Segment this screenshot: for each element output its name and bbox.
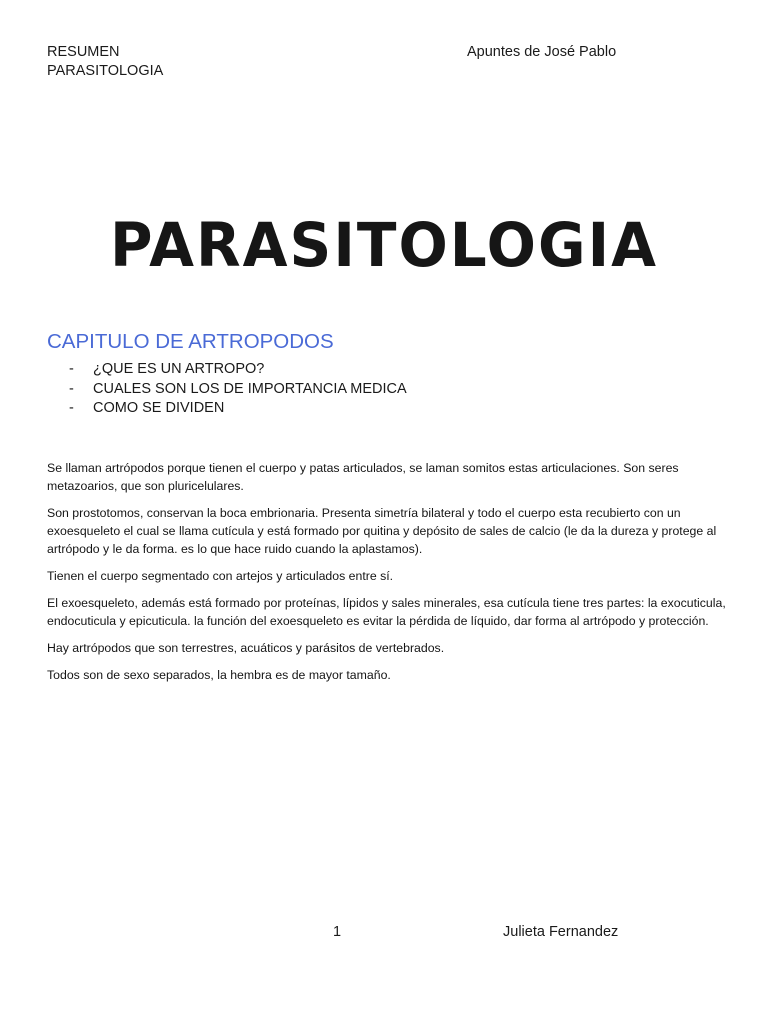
header-resumen: RESUMEN xyxy=(47,44,120,60)
page-number: 1 xyxy=(333,924,342,940)
header-notes-credit: Apuntes de José Pablo xyxy=(467,44,617,60)
list-item xyxy=(47,380,407,400)
list-item xyxy=(47,399,407,419)
footer-author: Julieta Fernandez xyxy=(503,924,619,940)
list-item-label: CUALES SON LOS DE IMPORTANCIA MEDICA xyxy=(93,380,407,397)
paragraph: Hay artrópodos que son terrestres, acuáticos y parásitos de vertebrados. xyxy=(47,641,445,655)
page-title: PARASITOLOGIA xyxy=(109,209,659,281)
list-dash: - xyxy=(69,361,74,377)
header-subject: PARASITOLOGIA xyxy=(47,63,164,79)
list-item-label: ¿QUE ES UN ARTROPO? xyxy=(93,361,265,377)
list-dash: - xyxy=(69,400,74,416)
list-item-label: COMO SE DIVIDEN xyxy=(93,400,225,416)
paragraph: Tienen el cuerpo segmentado con artejos y articulados entre sí. xyxy=(47,569,394,583)
header-left xyxy=(47,43,163,81)
body-text xyxy=(47,459,727,693)
paragraph: Se llaman artrópodos porque tienen el cuerpo y patas articulados, se laman somitos estas articulaciones. Son seres metazoarios, que son pluricelulares. xyxy=(47,461,679,493)
list-item xyxy=(47,360,407,380)
paragraph: El exoesqueleto, además está formado por proteínas, lípidos y sales minerales, esa cutícula tiene tres partes: la exocuticula, endocuticula y epicuticula. la función del exoesqueleto es evitar la pérdida de líquido, dar forma al artrópodo y protección. xyxy=(47,596,726,628)
paragraph: Todos son de sexo separados, la hembra es de mayor tamaño. xyxy=(47,668,391,682)
chapter-heading: CAPITULO DE ARTROPODOS xyxy=(47,330,334,353)
chapter-topics-list xyxy=(47,360,407,419)
paragraph: Son prostotomos, conservan la boca embrionaria. Presenta simetría bilateral y todo el cuerpo esta recubierto con un exoesqueleto el cual se llama cutícula y está formado por quitina y depósito de sales de calcio (le da la dureza y protege al artrópodo y le da forma. es lo que hace ruido cuando la aplastamos). xyxy=(47,506,717,556)
list-dash: - xyxy=(69,380,74,397)
